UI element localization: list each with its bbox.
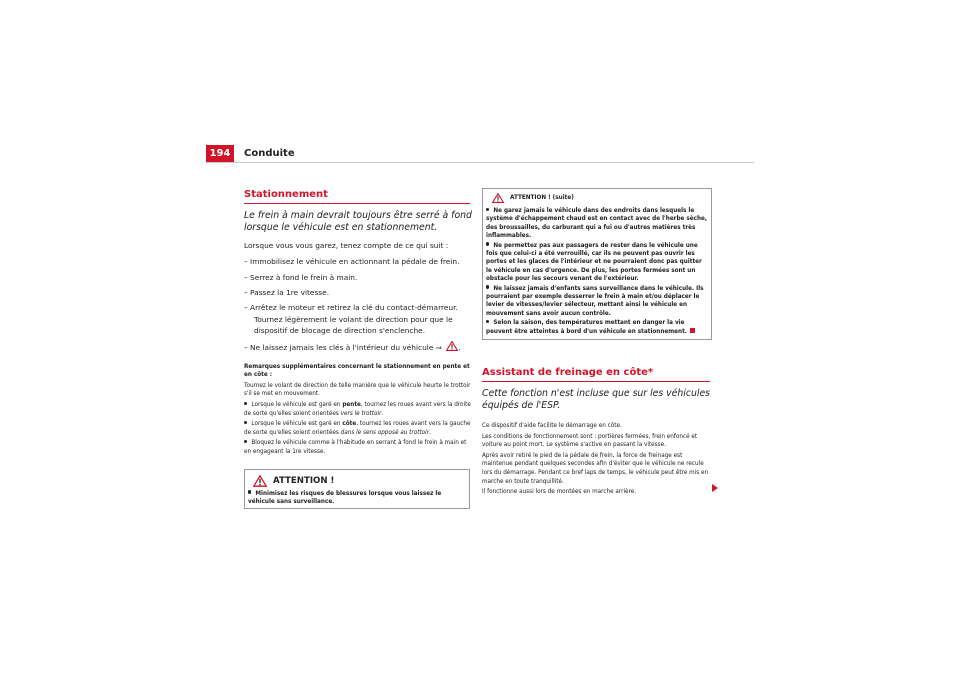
- warning-item: Ne permettez pas aux passagers de rester dans le véhicule une fois que celui-ci a été verrouillé, car ils ne peuvent pas ouvrir les portes et les glaces de l'intérieur et ne pourraient donc pas quitter le véhicule en cas d'urgence. De plus, les portes fermées sont un obstacle pour les secours venant de l'extérieur.: [486, 242, 702, 283]
- bullet-icon: [244, 440, 247, 443]
- warning-item: Selon la saison, des températures mettant en danger la vie peuvent être atteintes à bord d'un véhicule en stationnement.: [486, 319, 708, 336]
- hill-assist-section: [482, 366, 712, 497]
- right-column: [482, 188, 712, 497]
- bullet-icon: [244, 402, 247, 405]
- warning-label: ATTENTION ! (suite): [510, 195, 574, 201]
- bullet-icon: [244, 421, 247, 424]
- continue-arrow-icon: [712, 484, 718, 492]
- header-divider: [206, 162, 754, 163]
- remarks-bullet: Lorsque le véhicule est garé en pente, tournez les roues avant vers la droite de sorte qu'elles soient orientées vers le trottoir.: [244, 402, 471, 417]
- parking-step-end: .: [458, 342, 461, 352]
- parking-lead: Le frein à main devrait toujours être serré à fond lorsque le véhicule est en stationnement.: [244, 210, 472, 233]
- hill-assist-paragraph: Il fonctionne aussi lors de montées en marche arrière.: [482, 489, 637, 496]
- warning-header: [248, 475, 466, 487]
- warning-triangle-icon: [253, 475, 267, 487]
- remarks-intro: Tournez le volant de direction de telle manière que le véhicule heurte le trottoir s'il se met en mouvement.: [244, 382, 471, 398]
- bullet-icon: [486, 285, 489, 288]
- bullet-icon: [486, 208, 489, 211]
- warning-label: ATTENTION !: [273, 475, 335, 486]
- remarks-bullet: Lorsque le véhicule est garé en côte, tournez les roues avant vers la gauche de sorte qu'elles soient orientées dans le sens opposé au trottoir.: [244, 421, 471, 436]
- page-header: [206, 145, 754, 163]
- warning-item: Ne garez jamais le véhicule dans des endroits dans lesquels le système d'échappement chaud est en contact avec de l'herbe sèche, des broussailles, du carburant qui a fui ou d'autres matières très inflammables.: [486, 208, 708, 240]
- remarks-bullet: Bloquez le véhicule comme à l'habitude en serrant à fond le frein à main et en engageant la 1re vitesse.: [244, 440, 467, 456]
- bullet-icon: [486, 320, 489, 323]
- bullet-icon: [486, 242, 489, 245]
- page-section-title: Conduite: [244, 148, 295, 159]
- parking-step: – Arrêtez le moteur et retirez la clé du contact-démarreur. Tournez légèrement le volant de direction pour que le dispositif de blocage de direction s'enclenche.: [244, 303, 458, 336]
- end-of-section-icon: [690, 328, 695, 333]
- warning-triangle-icon: [492, 193, 504, 203]
- warning-box: [244, 469, 470, 509]
- parking-step: – Passez la 1re vitesse.: [244, 288, 330, 298]
- parking-step-text: – Ne laissez jamais les clés à l'intérieur du véhicule ⇒: [244, 342, 442, 352]
- hill-assist-paragraph: Après avoir retiré le pied de la pédale de frein, la force de freinage est maintenue pendant quelques secondes afin d'éviter que le véhicule ne recule lors du démarrage. Pendant ce bref laps de temps, le véhicule peut être mis en marche en toute tranquillité.: [482, 452, 709, 485]
- hill-assist-lead: Cette fonction n'est incluse que sur les véhicules équipés de l'ESP.: [482, 388, 711, 411]
- parking-step: – Immobilisez le véhicule en actionnant la pédale de frein.: [244, 257, 460, 267]
- parking-intro: Lorsque vous vous garez, tenez compte de ce qui suit :: [244, 241, 449, 250]
- warning-triangle-icon[interactable]: [446, 341, 461, 352]
- left-column: [244, 188, 474, 509]
- hill-assist-paragraph: Les conditions de fonctionnement sont : portières fermées, frein enfoncé et voiture au point mort. Le système s'active en passant la vitesse.: [482, 433, 698, 449]
- warning-box-continued: [482, 188, 712, 340]
- section-title-parking: Stationnement: [244, 189, 328, 200]
- warning-item: Minimisez les risques de blessures lorsque vous laissez le véhicule sans surveillance.: [248, 490, 442, 506]
- section-title-rule: [244, 203, 470, 204]
- remarks-title: Remarques supplémentaires concernant le stationnement en pente et en côte :: [244, 364, 470, 379]
- parking-step: – Serrez à fond le frein à main.: [244, 272, 358, 282]
- hill-assist-paragraph: Ce dispositif d'aide facilite le démarrage en côte.: [482, 423, 622, 429]
- bullet-icon: [248, 490, 251, 493]
- warning-header: [486, 193, 708, 203]
- page-number: 194: [206, 145, 234, 162]
- warning-item: Ne laissez jamais d'enfants sans surveillance dans le véhicule. Ils pourraient par exemple desserrer le frein à main et/ou déplacer le levier de vitesses/levier sélecteur, mettant ainsi le véhicule en mouvement sans avoir aucun contrôle.: [486, 285, 704, 317]
- section-title-rule: [482, 381, 710, 382]
- parking-step-last: [244, 341, 474, 353]
- section-title-hill-assist: Assistant de freinage en côte*: [482, 367, 654, 378]
